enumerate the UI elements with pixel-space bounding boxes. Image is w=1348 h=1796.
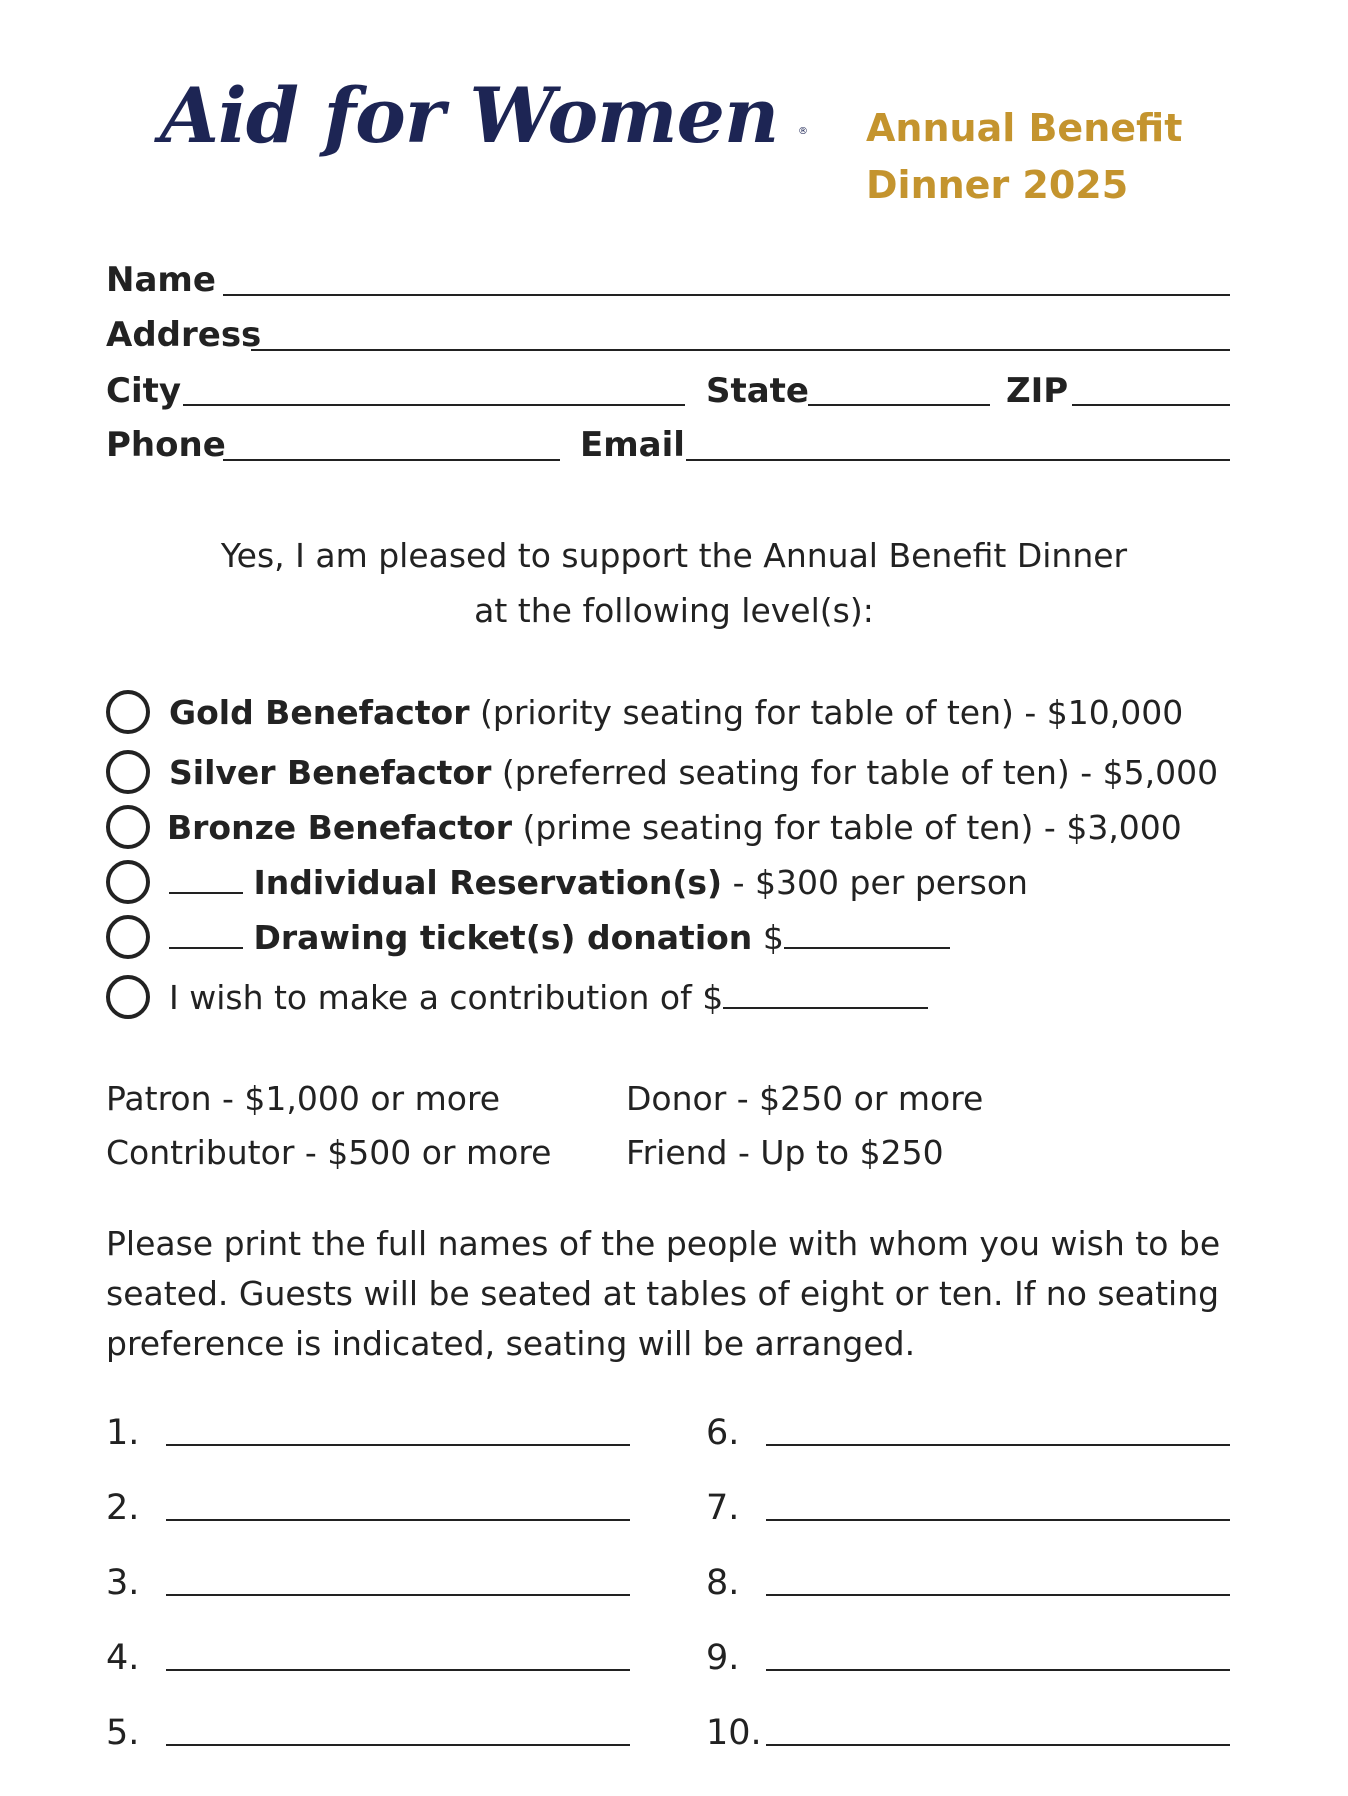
guest-number: 6. (706, 1413, 740, 1453)
guest-name-line-4[interactable] (166, 1669, 630, 1671)
contribution-text (169, 978, 928, 1018)
gold-benefactor-name: Gold Benefactor (169, 693, 470, 732)
support-intro-line1: Yes, I am pleased to support the Annual Benefit Dinner (220, 536, 1128, 575)
guest-number: 9. (706, 1638, 740, 1678)
guest-number: 2. (106, 1488, 140, 1528)
individual-reservation-text (169, 863, 1028, 903)
drawing-amount-blank[interactable] (784, 947, 950, 949)
contribution-amount-blank[interactable] (723, 1007, 928, 1009)
email-field[interactable] (686, 459, 1230, 461)
registered-mark: ® (798, 126, 808, 137)
individual-reservation-detail: - $300 per person (732, 863, 1028, 902)
contribution-radio[interactable] (106, 975, 150, 1019)
support-intro (0, 528, 1348, 638)
drawing-currency-symbol: $ (762, 918, 784, 957)
zip-field[interactable] (1072, 404, 1230, 406)
drawing-quantity-blank[interactable] (169, 947, 243, 949)
drawing-ticket-text (169, 918, 950, 958)
donor-level: Donor - $250 or more (626, 1079, 984, 1118)
contributor-level: Contributor - $500 or more (106, 1133, 552, 1172)
guest-name-line-2[interactable] (166, 1519, 630, 1521)
event-title-line2: Dinner 2025 (866, 163, 1129, 207)
silver-benefactor-name: Silver Benefactor (169, 753, 492, 792)
event-title-line1: Annual Benefit (866, 106, 1183, 150)
seating-instructions: Please print the full names of the people with whom you wish to be seated. Guests will be seated at tables of eight or ten. If no seating preference is indicated, seating will be arranged. (106, 1224, 1221, 1363)
name-field[interactable] (223, 294, 1230, 296)
guest-number: 1. (106, 1413, 140, 1453)
individual-reservation-name: Individual Reservation(s) (253, 863, 723, 902)
patron-level: Patron - $1,000 or more (106, 1079, 501, 1118)
bronze-benefactor-text (167, 808, 1182, 848)
guest-number: 4. (106, 1638, 140, 1678)
bronze-benefactor-radio[interactable] (106, 805, 150, 849)
guest-number: 5. (106, 1713, 140, 1753)
guest-number: 10. (706, 1713, 762, 1753)
bronze-benefactor-detail: (prime seating for table of ten) - $3,000 (522, 808, 1182, 847)
friend-level: Friend - Up to $250 (626, 1133, 944, 1172)
support-intro-line2: at the following level(s): (474, 591, 874, 630)
silver-benefactor-detail: (preferred seating for table of ten) - $5,000 (501, 753, 1219, 792)
guest-name-line-6[interactable] (766, 1444, 1230, 1446)
guest-name-line-8[interactable] (766, 1594, 1230, 1596)
email-label: Email (580, 425, 685, 465)
gold-benefactor-radio[interactable] (106, 690, 150, 734)
address-field[interactable] (251, 349, 1230, 351)
drawing-ticket-radio[interactable] (106, 915, 150, 959)
guest-number: 3. (106, 1563, 140, 1603)
aid-for-women-logo: Aid for Women (160, 71, 779, 160)
guest-number: 7. (706, 1488, 740, 1528)
bronze-benefactor-name: Bronze Benefactor (167, 808, 512, 847)
guest-name-line-10[interactable] (766, 1744, 1230, 1746)
guest-name-line-3[interactable] (166, 1594, 630, 1596)
drawing-ticket-name: Drawing ticket(s) donation (253, 918, 753, 957)
state-label: State (706, 371, 809, 411)
city-label: City (106, 371, 182, 411)
contribution-label: I wish to make a contribution of $ (169, 978, 724, 1017)
guest-name-line-9[interactable] (766, 1669, 1230, 1671)
silver-benefactor-radio[interactable] (106, 750, 150, 794)
zip-label: ZIP (1006, 371, 1069, 411)
event-title (866, 100, 1182, 214)
individual-reservation-radio[interactable] (106, 860, 150, 904)
individual-quantity-blank[interactable] (169, 892, 243, 894)
phone-label: Phone (106, 425, 226, 465)
address-label: Address (106, 315, 262, 355)
phone-field[interactable] (223, 459, 560, 461)
guest-name-line-7[interactable] (766, 1519, 1230, 1521)
silver-benefactor-text (169, 753, 1218, 793)
guest-name-line-1[interactable] (166, 1444, 630, 1446)
name-label: Name (106, 260, 216, 300)
gold-benefactor-detail: (priority seating for table of ten) - $10,000 (480, 693, 1184, 732)
guest-number: 8. (706, 1563, 740, 1603)
city-field[interactable] (183, 404, 685, 406)
state-field[interactable] (808, 404, 990, 406)
gold-benefactor-text (169, 693, 1183, 733)
guest-name-line-5[interactable] (166, 1744, 630, 1746)
